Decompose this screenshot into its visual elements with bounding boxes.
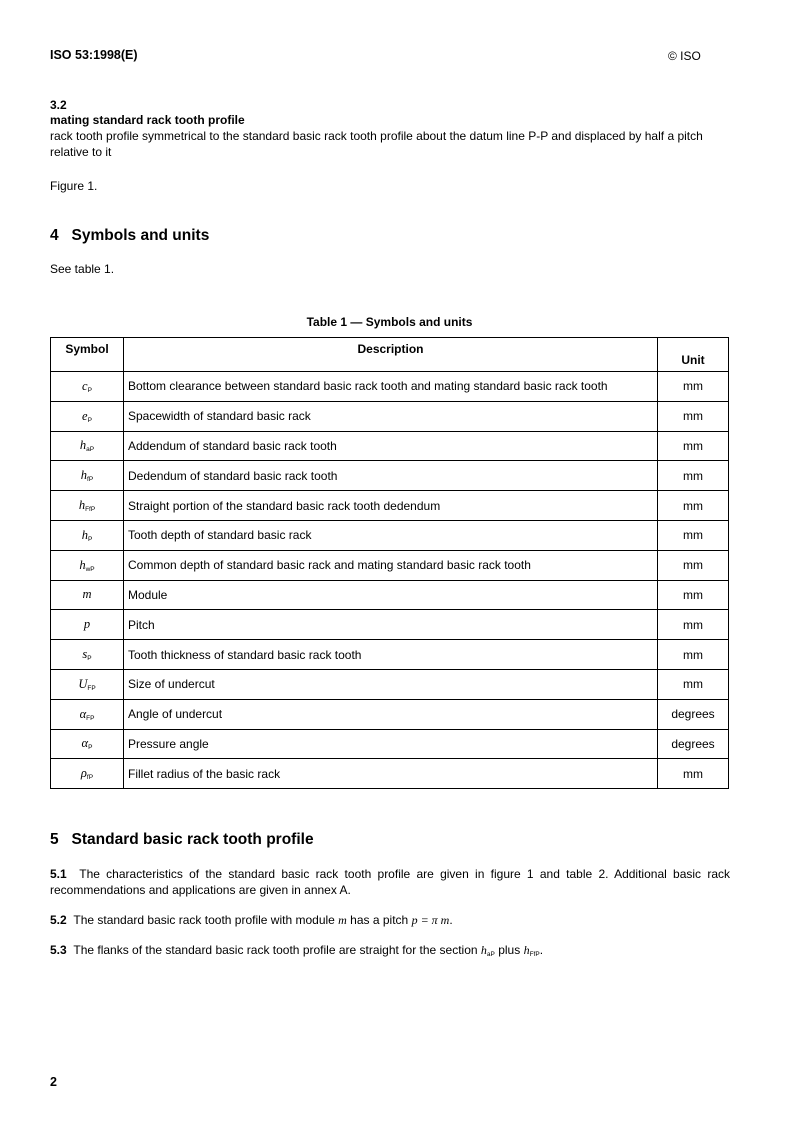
symbol-cell: [51, 520, 124, 550]
header-symbol: Symbol: [51, 338, 124, 372]
table-row: [51, 401, 729, 431]
unit-cell: mm: [658, 610, 729, 640]
paragraph-text: .: [539, 943, 544, 957]
unit-cell: mm: [658, 431, 729, 461]
table-row: [51, 580, 729, 610]
page-number: 2: [50, 1075, 57, 1089]
paragraph-number: 5.3: [50, 943, 67, 957]
symbol-letter: h: [79, 438, 87, 453]
symbol-cell: [51, 759, 124, 789]
copyright: © ISO: [668, 49, 701, 63]
table-row: [51, 640, 729, 670]
symbol-subscript: FP: [86, 714, 95, 722]
description-cell: Pitch: [124, 610, 658, 640]
table-row: [51, 431, 729, 461]
symbol-letter: c: [82, 378, 88, 393]
description-cell: Angle of undercut: [124, 699, 658, 729]
symbol-subscript: P: [88, 744, 93, 752]
unit-cell: mm: [658, 520, 729, 550]
table-row: [51, 520, 729, 550]
description-cell: Module: [124, 580, 658, 610]
header-unit: Unit: [658, 338, 729, 372]
description-cell: Size of undercut: [124, 669, 658, 699]
document-id: ISO 53:1998(E): [50, 48, 138, 62]
symbol-cell: [51, 669, 124, 699]
symbol-subscript: FfP: [85, 506, 96, 514]
section-5-heading: 5 Standard basic rack tooth profile: [50, 831, 314, 848]
unit-cell: mm: [658, 640, 729, 670]
table-row: [51, 491, 729, 521]
symbol-letter: h: [81, 527, 88, 542]
symbol-letter: p: [83, 617, 91, 632]
symbol-letter: h: [79, 557, 86, 572]
symbol-subscript: FP: [87, 684, 96, 692]
unit-cell: degrees: [658, 729, 729, 759]
description-cell: Tooth thickness of standard basic rack tooth: [124, 640, 658, 670]
table-row: [51, 610, 729, 640]
symbol-cell: [51, 640, 124, 670]
unit-cell: mm: [658, 401, 729, 431]
unit-cell: mm: [658, 491, 729, 521]
description-cell: Bottom clearance between standard basic rack tooth and mating standard basic rack tooth: [124, 372, 658, 402]
paragraph-text: The flanks of the standard basic rack tooth profile are straight for the section: [73, 943, 481, 957]
paragraph-number: 5.2: [50, 913, 67, 927]
symbol-subscript: aP: [486, 951, 495, 958]
symbol-cell: [51, 431, 124, 461]
paragraph-number: 5.1: [50, 867, 67, 881]
table-row: [51, 759, 729, 789]
symbol-letter: s: [82, 647, 88, 662]
paragraph-text: The characteristics of the standard basic rack tooth profile are given in figure 1 and table 2. Additional basic rack recommendations and applications are given in annex A.: [50, 867, 731, 897]
table-body: [51, 372, 729, 789]
unit-cell: mm: [658, 372, 729, 402]
description-cell: Dedendum of standard basic rack tooth: [124, 461, 658, 491]
unit-cell: mm: [658, 759, 729, 789]
symbol-subscript: P: [87, 535, 93, 543]
description-cell: Common depth of standard basic rack and mating standard basic rack tooth: [124, 550, 658, 580]
symbol-cell: [51, 729, 124, 759]
symbol-letter: α: [81, 736, 89, 751]
table-row: [51, 550, 729, 580]
symbol-cell: [51, 401, 124, 431]
paragraph-5-1: [50, 867, 730, 898]
description-cell: Fillet radius of the basic rack: [124, 759, 658, 789]
symbol-subscript: FfP: [529, 951, 540, 958]
description-cell: Tooth depth of standard basic rack: [124, 520, 658, 550]
symbol-letter: h: [80, 468, 88, 483]
symbol-subscript: P: [87, 655, 92, 663]
clause-number: 3.2: [50, 98, 67, 112]
table-caption: Table 1 — Symbols and units: [306, 315, 473, 329]
symbol-h: h: [523, 943, 530, 957]
section-4-heading: 4 Symbols and units: [50, 227, 210, 244]
section-4-text: See table 1.: [50, 262, 115, 276]
figure-reference: Figure 1.: [50, 179, 98, 193]
unit-cell: degrees: [658, 699, 729, 729]
description-cell: Straight portion of the standard basic rack tooth dedendum: [124, 491, 658, 521]
unit-cell: mm: [658, 550, 729, 580]
symbol-cell: [51, 461, 124, 491]
paragraph-text: The standard basic rack tooth profile with module: [73, 913, 339, 927]
table-header-row: [51, 338, 729, 372]
symbol-letter: ρ: [80, 766, 87, 781]
unit-cell: mm: [658, 580, 729, 610]
symbol-letter: U: [78, 676, 88, 691]
symbol-subscript: fP: [87, 476, 94, 484]
term-definition: rack tooth profile symmetrical to the standard basic rack tooth profile about the datum line P-P and displaced by half a pitch relative to it: [50, 129, 703, 159]
symbol-cell: [51, 580, 124, 610]
symbol-cell: [51, 610, 124, 640]
description-cell: Pressure angle: [124, 729, 658, 759]
symbol-cell: [51, 699, 124, 729]
table-row: [51, 699, 729, 729]
header-description: Description: [124, 338, 658, 372]
symbol-cell: [51, 550, 124, 580]
paragraph-text: .: [449, 913, 453, 927]
paragraph-text: has a pitch: [346, 913, 412, 927]
table-row: [51, 669, 729, 699]
unit-cell: mm: [658, 461, 729, 491]
symbol-letter: e: [82, 408, 88, 423]
table-row: [51, 461, 729, 491]
symbol-cell: [51, 372, 124, 402]
symbol-subscript: P: [87, 416, 92, 424]
unit-cell: mm: [658, 669, 729, 699]
symbol-cell: [51, 491, 124, 521]
symbol-letter: α: [79, 706, 87, 721]
symbol-h: h: [480, 943, 487, 957]
term-title: mating standard rack tooth profile: [50, 113, 245, 127]
table-row: [51, 729, 729, 759]
symbol-subscript: fP: [86, 774, 94, 782]
paragraph-text: plus: [494, 943, 524, 957]
description-cell: Spacewidth of standard basic rack: [124, 401, 658, 431]
pitch-formula: p = π m: [411, 913, 450, 927]
symbol-letter: m: [82, 587, 92, 602]
symbol-subscript: aP: [86, 446, 95, 454]
symbol-letter: h: [78, 498, 86, 513]
description-cell: Addendum of standard basic rack tooth: [124, 431, 658, 461]
paragraph-5-3: [50, 943, 730, 963]
module-symbol: m: [338, 913, 347, 927]
symbol-subscript: P: [87, 386, 92, 394]
paragraph-5-2: [50, 913, 730, 929]
symbol-subscript: wP: [85, 565, 95, 573]
table-row: [51, 372, 729, 402]
symbols-table: [50, 337, 729, 789]
